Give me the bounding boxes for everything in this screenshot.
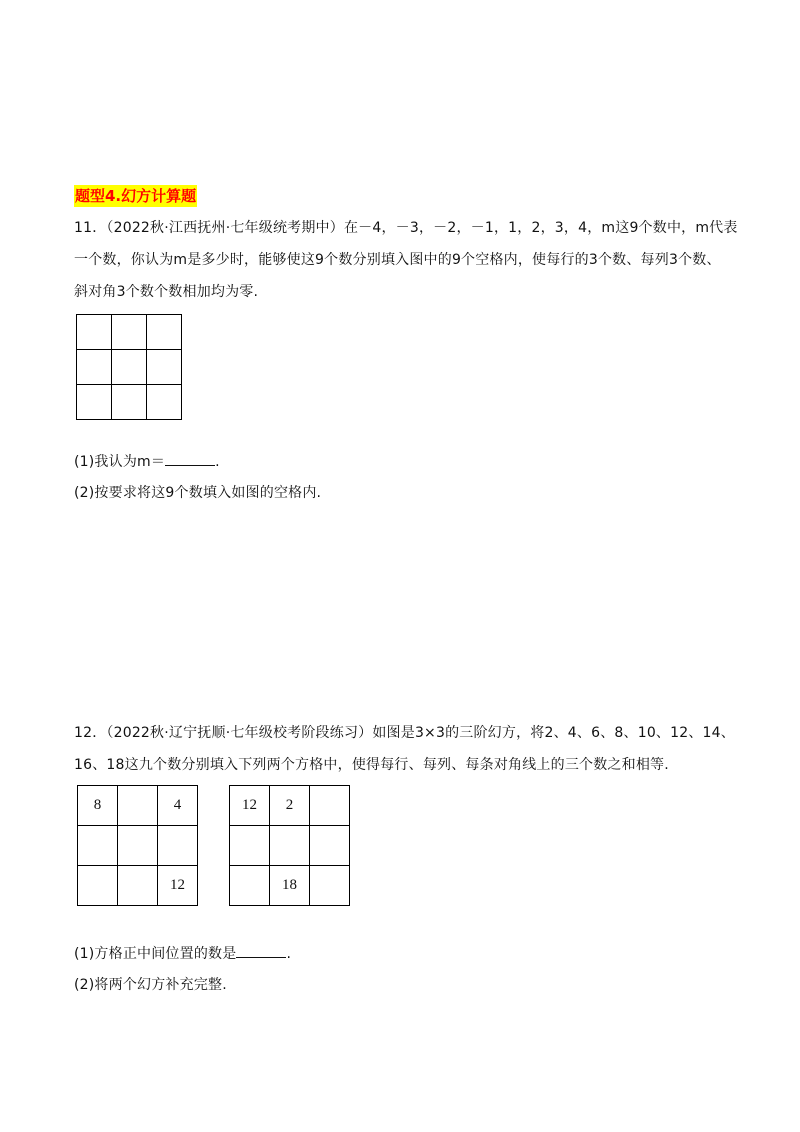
answer-blank <box>236 943 286 958</box>
q12-sub1-prefix: (1)方格正中间位置的数是 <box>74 946 237 962</box>
grid-cell: 2 <box>270 786 310 826</box>
q12-magic-square-a <box>77 785 198 906</box>
grid-cell <box>270 826 310 866</box>
q11-line-2: 一个数，你认为m是多少时，能够使这9个数分别填入图中的9个空格内，使每行的3个数、每列3个数、 <box>74 252 721 268</box>
q12-line-1: 12．（2022秋·辽宁抚顺·七年级校考阶段练习）如图是3×3的三阶幻方，将2、4、6、8、10、12、14、 <box>74 725 735 741</box>
q11-sub1-suffix: . <box>215 454 220 470</box>
grid-cell <box>78 866 118 906</box>
grid-cell <box>118 786 158 826</box>
grid-cell <box>78 826 118 866</box>
grid-cell <box>112 315 147 350</box>
grid-cell <box>118 866 158 906</box>
q12-magic-square-b <box>229 785 350 906</box>
grid-cell <box>77 350 112 385</box>
q11-line-1: 11．（2022秋·江西抚州·七年级统考期中）在－4，－3，－2，－1，1，2，3，4，m这9个数中，m代表 <box>74 220 738 236</box>
grid-cell: 18 <box>270 866 310 906</box>
grid-cell <box>230 826 270 866</box>
grid-cell <box>147 385 182 420</box>
grid-cell: 12 <box>230 786 270 826</box>
q11-sub-question-1 <box>74 451 220 472</box>
grid-cell <box>77 385 112 420</box>
q11-line-3: 斜对角3个数个数相加均为零. <box>74 284 259 300</box>
grid-cell <box>310 866 350 906</box>
grid-cell <box>230 866 270 906</box>
q11-sub-question-2: (2)按要求将这9个数填入如图的空格内. <box>74 485 322 501</box>
q11-sub1-prefix: (1)我认为m＝ <box>74 454 166 470</box>
grid-cell <box>118 826 158 866</box>
q12-sub-question-1 <box>74 943 291 964</box>
q12-sub-question-2: (2)将两个幻方补充完整. <box>74 977 227 993</box>
grid-cell: 4 <box>158 786 198 826</box>
grid-cell <box>310 826 350 866</box>
grid-cell <box>112 385 147 420</box>
grid-cell <box>310 786 350 826</box>
grid-cell <box>158 826 198 866</box>
grid-cell <box>147 315 182 350</box>
q11-empty-grid <box>76 314 182 420</box>
grid-cell <box>112 350 147 385</box>
grid-cell: 12 <box>158 866 198 906</box>
answer-blank <box>165 451 215 466</box>
grid-cell <box>147 350 182 385</box>
q12-line-2: 16、18这九个数分别填入下列两个方格中，使得每行、每列、每条对角线上的三个数之和相等. <box>74 757 669 773</box>
section-heading: 题型4.幻方计算题 <box>75 187 197 205</box>
grid-cell: 8 <box>78 786 118 826</box>
grid-cell <box>77 315 112 350</box>
q12-sub1-suffix: . <box>286 946 292 962</box>
